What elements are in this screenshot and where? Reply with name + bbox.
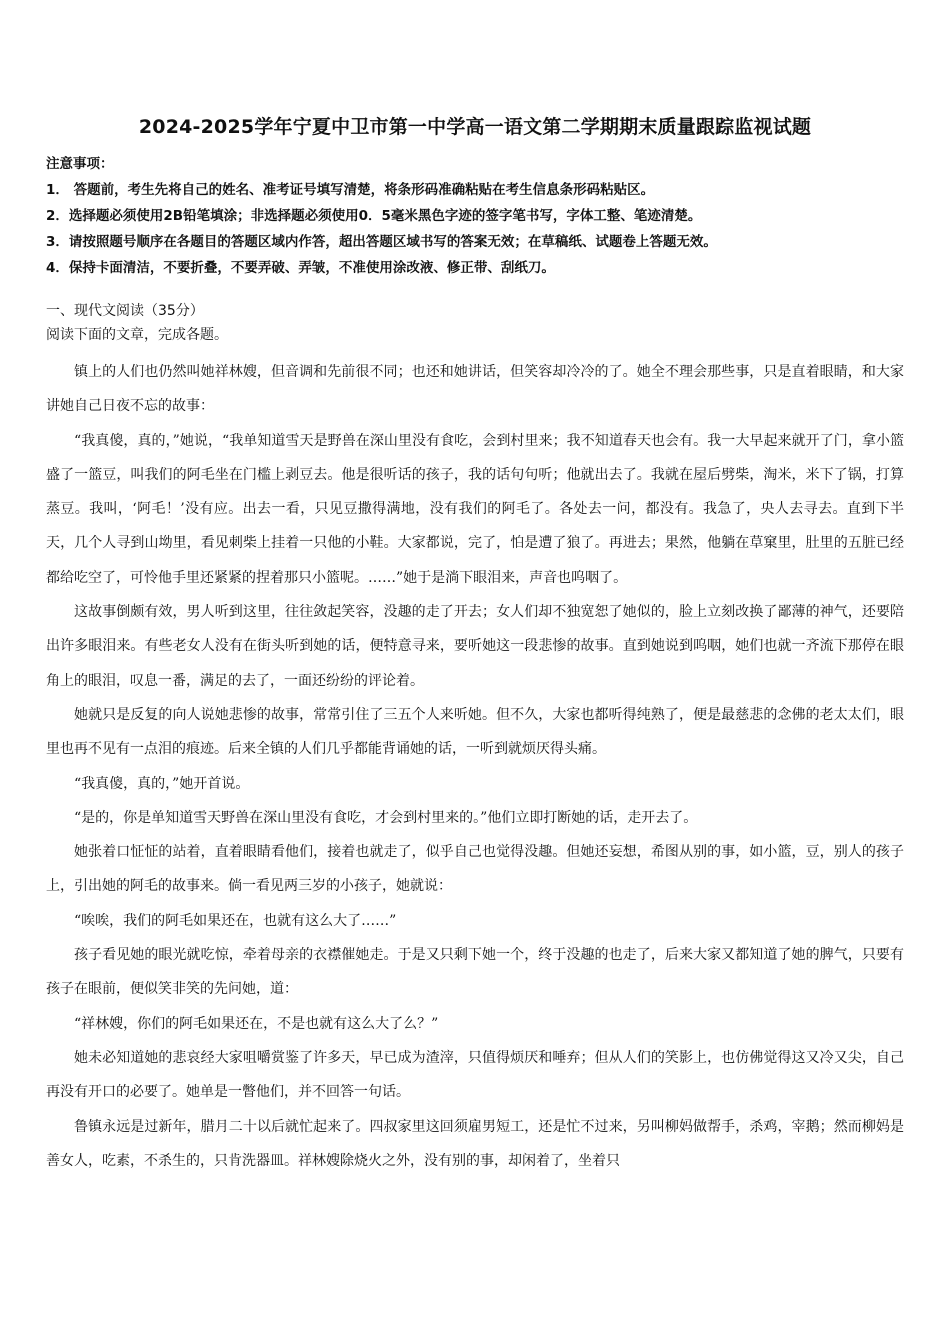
reading-instruction: 阅读下面的文章，完成各题。 <box>46 327 228 343</box>
passage-paragraph: 她未必知道她的悲哀经大家咀嚼赏鉴了许多天，早已成为渣滓，只值得烦厌和唾弃；但从人们的笑影上，也仿佛觉得这又冷又尖，自己再没有开口的必要了。她单是一瞥他们，并不回答一句话。 <box>46 1049 904 1101</box>
passage-paragraph: “是的，你是单知道雪天野兽在深山里没有食吃，才会到村里来的。”他们立即打断她的话，走开去了。 <box>74 809 698 826</box>
passage-paragraph: 孩子看见她的眼光就吃惊，牵着母亲的衣襟催她走。于是又只剩下她一个，终于没趣的也走了，后来大家又都知道了她的脾气，只要有孩子在眼前，便似笑非笑的先问她，道： <box>46 947 904 998</box>
passage-paragraph: 她就只是反复的向人说她悲惨的故事，常常引住了三五个人来听她。但不久，大家也都听得纯熟了，便是最慈悲的念佛的老太太们，眼里也再不见有一点泪的痕迹。后来全镇的人们几乎都能背诵她的话，一听到就烦厌得头痛。 <box>46 706 904 758</box>
passage-paragraph: “我真傻，真的，”她开首说。 <box>74 775 250 792</box>
passage-paragraph: 鲁镇永远是过新年，腊月二十以后就忙起来了。四叔家里这回须雇男短工，还是忙不过来，另叫柳妈做帮手，杀鸡，宰鹅；然而柳妈是善女人，吃素，不杀生的，只肯洗器皿。祥林嫂除烧火之外，没有别的事，却闲着了，坐着只 <box>46 1118 904 1169</box>
notes-block <box>46 151 916 281</box>
note-item: 3．请按照题号顺序在各题目的答题区域内作答，超出答题区域书写的答案无效；在草稿纸、试题卷上答题无效。 <box>46 234 717 250</box>
passage-paragraph: “唉唉，我们的阿毛如果还在，也就有这么大了……” <box>74 912 397 929</box>
section-heading: 一、现代文阅读（35分） <box>46 303 204 319</box>
passage-paragraph: 镇上的人们也仍然叫她祥林嫂，但音调和先前很不同；也还和她讲话，但笑容却冷冷的了。她全不理会那些事，只是直着眼睛，和大家讲她自己日夜不忘的故事： <box>46 364 904 415</box>
passage-paragraph: “祥林嫂，你们的阿毛如果还在，不是也就有这么大了么？” <box>74 1015 439 1032</box>
reading-passage <box>46 355 904 1178</box>
passage-paragraph: 她张着口怔怔的站着，直着眼睛看他们，接着也就走了，似乎自己也觉得没趣。但她还妄想，希图从别的事，如小篮，豆，别人的孩子上，引出她的阿毛的故事来。倘一看见两三岁的小孩子，她就说： <box>46 844 904 895</box>
note-item: 1． 答题前，考生先将自己的姓名、准考证号填写清楚，将条形码准确粘贴在考生信息条形码粘贴区。 <box>46 182 655 198</box>
passage-paragraph: “我真傻，真的，”她说，“我单知道雪天是野兽在深山里没有食吃，会到村里来；我不知道春天也会有。我一大早起来就开了门，拿小篮盛了一篮豆，叫我们的阿毛坐在门槛上剥豆去。他是很听话的孩子，我的话句句听；他就出去了。我就在屋后劈柴，淘米，米下了锅，打算蒸豆。我叫，‘阿毛！’没有应。出去一看，只见豆撒得满地，没有我们的阿毛了。各处去一问，都没有。我急了，央人去寻去。直到下半天，几个人寻到山坳里，看见刺柴上挂着一只他的小鞋。大家都说，完了，怕是遭了狼了。再进去；果然，他躺在草窠里，肚里的五脏已经都给吃空了，可怜他手里还紧紧的捏着那只小篮呢。……”她于是淌下眼泪来，声音也呜咽了。 <box>46 432 904 586</box>
note-item: 2．选择题必须使用2B铅笔填涂；非选择题必须使用0．5毫米黑色字迹的签字笔书写，字体工整、笔迹清楚。 <box>46 208 702 224</box>
notes-heading: 注意事项： <box>46 156 114 172</box>
note-item: 4．保持卡面清洁，不要折叠，不要弄破、弄皱，不准使用涂改液、修正带、刮纸刀。 <box>46 260 555 276</box>
exam-title: 2024-2025学年宁夏中卫市第一中学高一语文第二学期期末质量跟踪监视试题 <box>138 116 812 138</box>
passage-paragraph: 这故事倒颇有效，男人听到这里，往往敛起笑容，没趣的走了开去；女人们却不独宽恕了她似的，脸上立刻改换了鄙薄的神气，还要陪出许多眼泪来。有些老女人没有在街头听到她的话，便特意寻来，要听她这一段悲惨的故事。直到她说到呜咽，她们也就一齐流下那停在眼角上的眼泪，叹息一番，满足的去了，一面还纷纷的评论着。 <box>46 604 904 689</box>
